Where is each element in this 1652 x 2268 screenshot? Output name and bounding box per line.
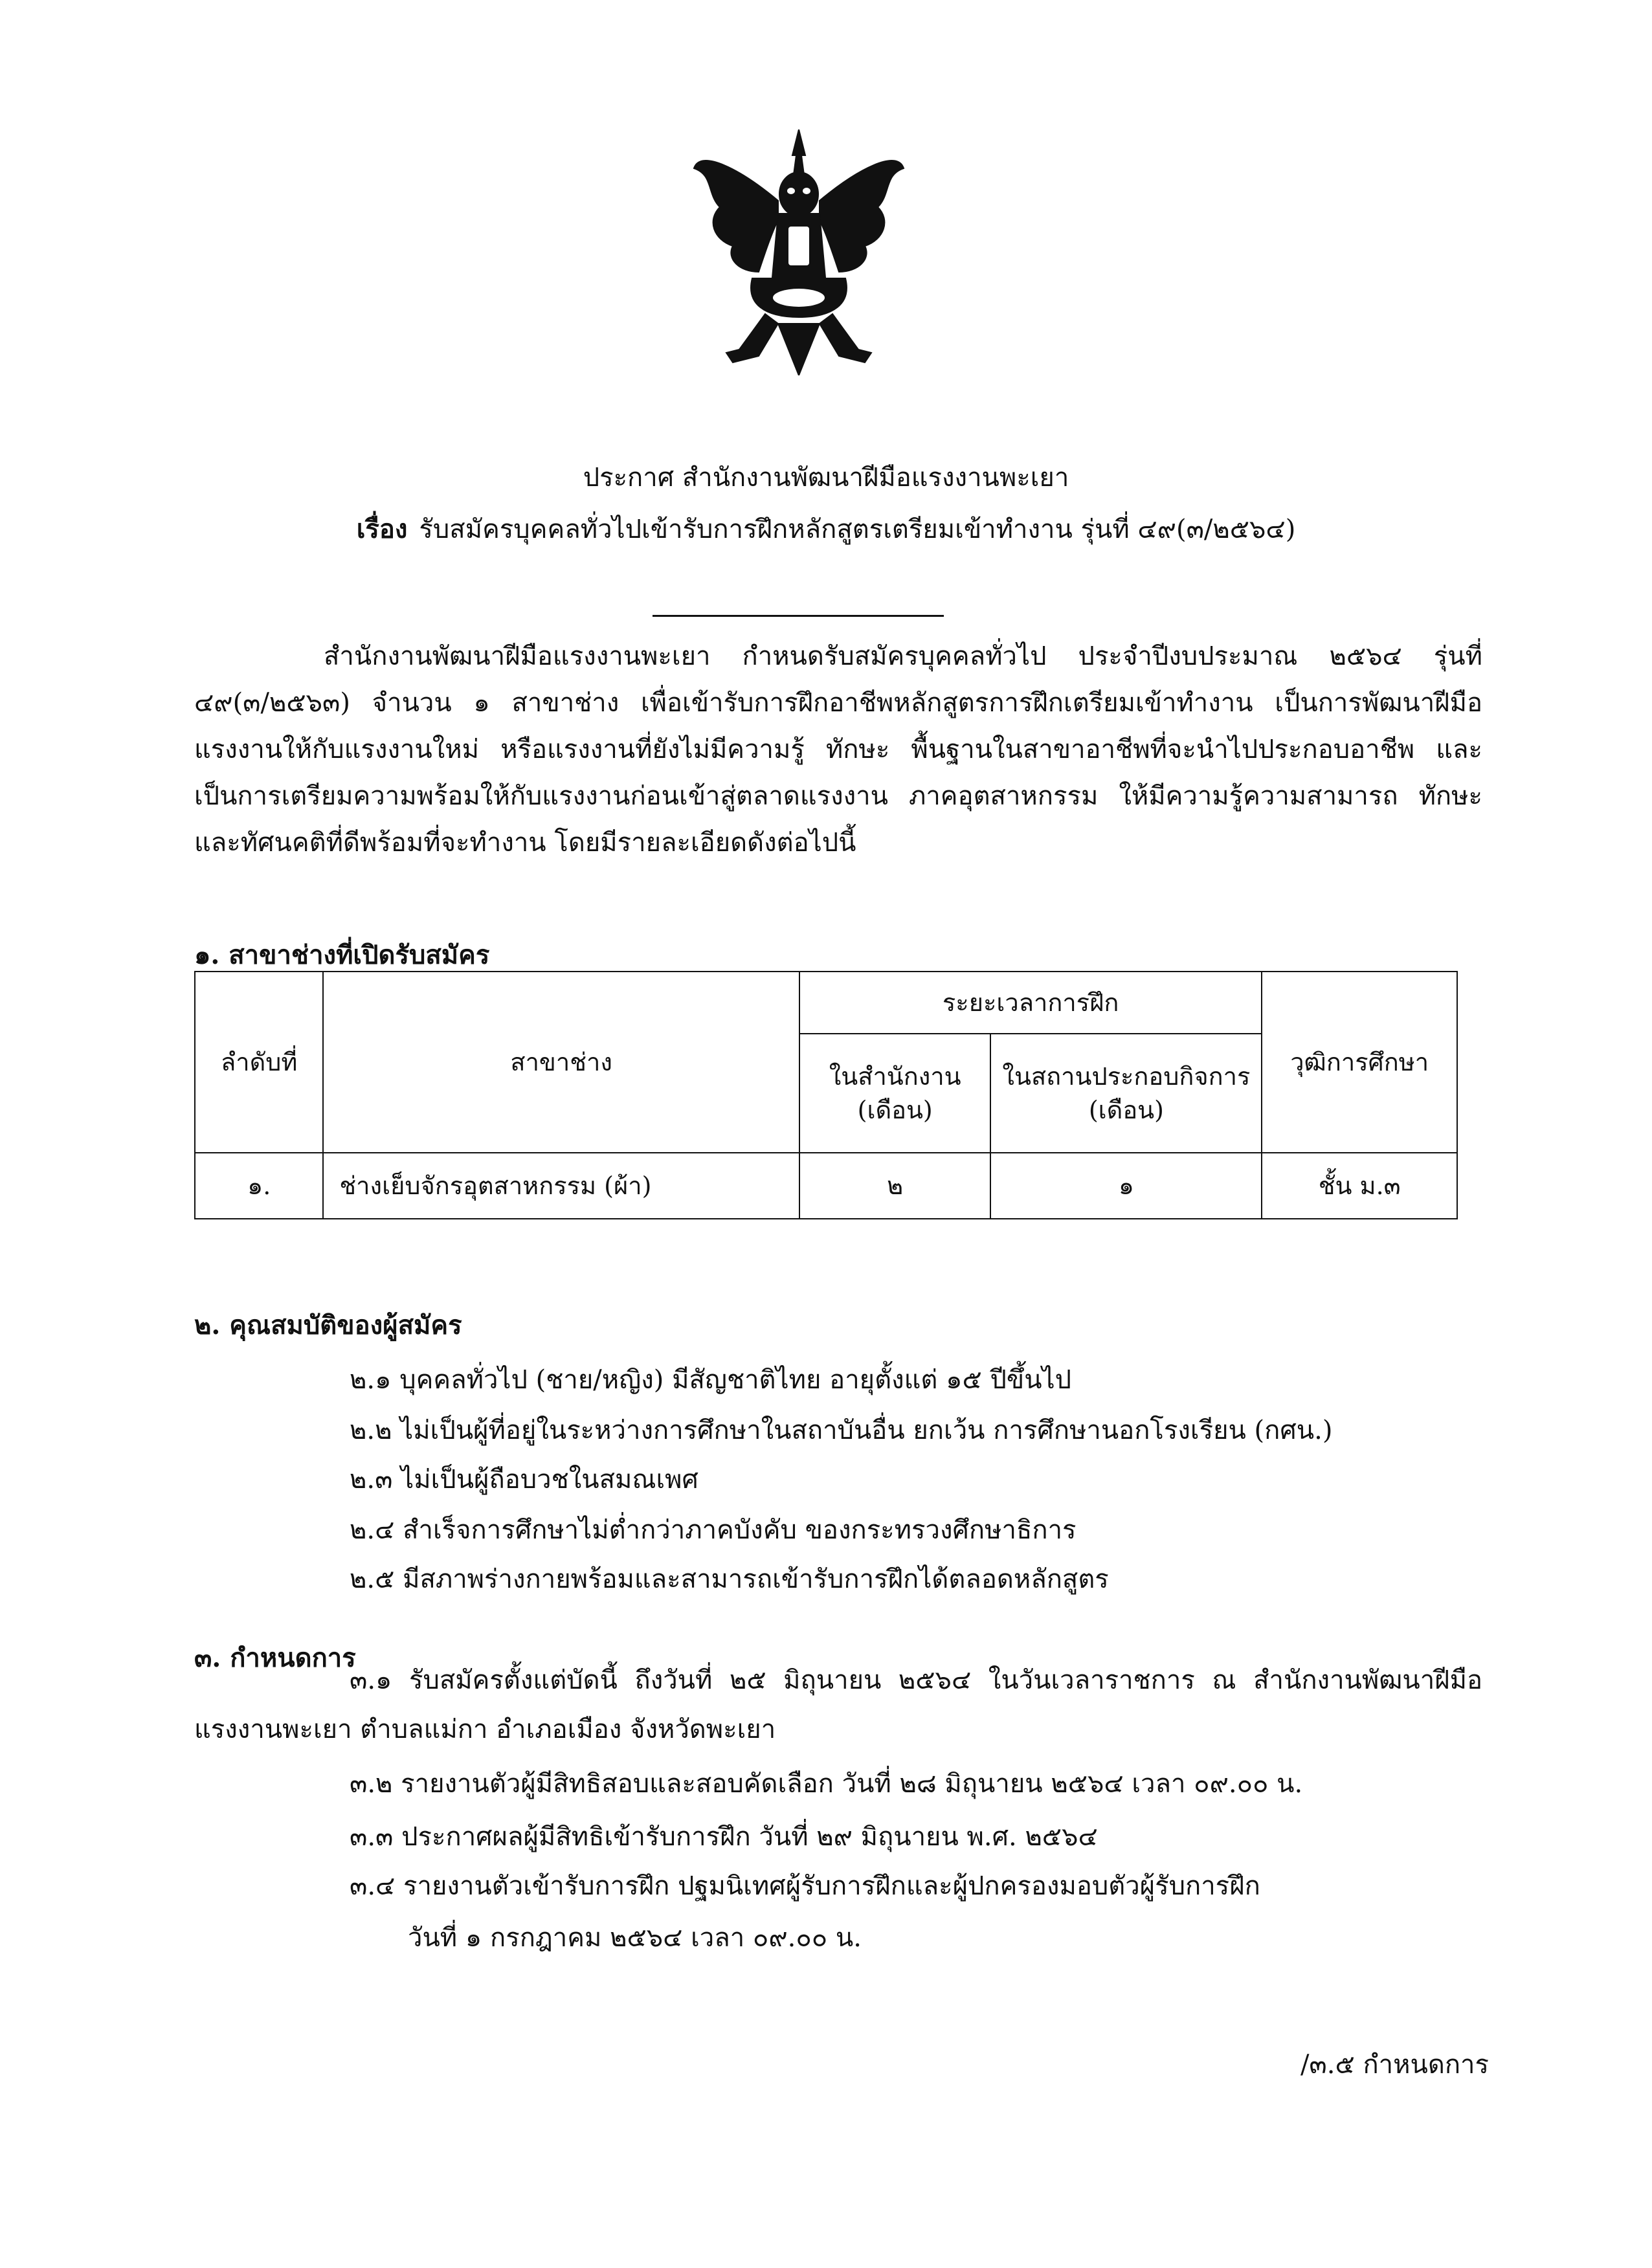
cell-office: ๒ <box>799 1153 991 1219</box>
section-1-heading: ๑. สาขาช่างที่เปิดรับสมัคร <box>194 940 490 970</box>
cell-education: ชั้น ม.๓ <box>1262 1153 1457 1219</box>
announcement-title: ประกาศ สำนักงานพัฒนาฝีมือแรงงานพะเยา <box>583 463 1069 493</box>
schedule-item-line: ๓.๔ รายงานตัวเข้ารับการฝึก ปฐมนิเทศผู้รับการฝึกและผู้ปกครองมอบตัวผู้รับการฝึก <box>350 1871 1260 1901</box>
qualification-item: ๒.๑ บุคคลทั่วไป (ชาย/หญิง) มีสัญชาติไทย อายุตั้งแต่ ๑๕ ปีขึ้นไป <box>350 1365 1072 1395</box>
col-header-office: ในสำนักงาน (เดือน) <box>799 1034 991 1153</box>
qualification-item: ๒.๒ ไม่เป็นผู้ที่อยู่ในระหว่างการศึกษาในสถาบันอื่น ยกเว้น การศึกษานอกโรงเรียน (กศน.) <box>350 1416 1333 1445</box>
branch-table <box>194 971 1458 1219</box>
col-header-company: ในสถานประกอบกิจการ (เดือน) <box>990 1034 1262 1153</box>
announcement-subject <box>0 511 1652 548</box>
section-3-heading: ๓. กำหนดการ <box>194 1643 356 1673</box>
intro-paragraph: สำนักงานพัฒนาฝีมือแรงงานพะเยา กำหนดรับสมัครบุคคลทั่วไป ประจำปีงบประมาณ ๒๕๖๔ รุ่นที่ ๔๙(๓/๒๕๖๓) จำนวน ๑ สาขาช่าง เพื่อเข้ารับการฝึกอาชีพหลักสูตรการฝึกเตรียมเข้าทำงาน เป็นการพัฒนาฝีมือแรงงานให้กับแรงงานใหม่ หรือแรงงานที่ยังไม่มีความรู้ ทักษะ พื้นฐานในสาขาอาชีพที่จะนำไปประกอบอาชีพ และเป็นการเตรียมความพร้อมให้กับแรงงานก่อนเข้าสู่ตลาดแรงงาน ภาคอุตสาหกรรม ให้มีความรู้ความสามารถ ทักษะและทัศนคติที่ดีพร้อมที่จะทำงาน โดยมีรายละเอียดดังต่อไปนี้ <box>194 641 1483 858</box>
col-header-duration: ระยะเวลาการฝึก <box>799 972 1262 1034</box>
subject-label: เรื่อง <box>356 514 408 544</box>
cell-no: ๑. <box>195 1153 323 1219</box>
subject-text: รับสมัครบุคคลทั่วไปเข้ารับการฝึกหลักสูตรเตรียมเข้าทำงาน รุ่นที่ ๔๙(๓/๒๕๖๔) <box>419 515 1296 544</box>
qualification-item: ๒.๕ มีสภาพร่างกายพร้อมและสามารถเข้ารับการฝึกได้ตลอดหลักสูตร <box>350 1564 1109 1594</box>
qualification-item: ๒.๔ สำเร็จการศึกษาไม่ต่ำกว่าภาคบังคับ ของกระทรวงศึกษาธิการ <box>350 1515 1077 1545</box>
table-row <box>195 1153 1457 1219</box>
schedule-item <box>350 1860 1482 1964</box>
qualification-item: ๒.๓ ไม่เป็นผู้ถือบวชในสมณเพศ <box>350 1465 698 1495</box>
schedule-item: ๓.๒ รายงานตัวผู้มีสิทธิสอบและสอบคัดเลือก วันที่ ๒๘ มิถุนายน ๒๕๖๔ เวลา ๐๙.๐๐ น. <box>350 1769 1303 1799</box>
schedule-item-line: วันที่ ๑ กรกฎาคม ๒๕๖๔ เวลา ๐๙.๐๐ น. <box>408 1923 862 1953</box>
section-2-heading: ๒. คุณสมบัติของผู้สมัคร <box>194 1310 462 1340</box>
col-header-no: ลำดับที่ <box>195 972 323 1153</box>
schedule-item: ๓.๑ รับสมัครตั้งแต่บัดนี้ ถึงวันที่ ๒๕ มิถุนายน ๒๕๖๔ ในวันเวลาราชการ ณ สำนักงานพัฒนาฝีมือแรงงานพะเยา ตำบลแม่กา อำเภอเมือง จังหวัดพะเยา <box>194 1665 1482 1744</box>
cell-branch: ช่างเย็บจักรอุตสาหกรรม (ผ้า) <box>323 1153 799 1219</box>
header-divider <box>653 615 944 617</box>
col-header-branch: สาขาช่าง <box>323 972 799 1153</box>
cell-company: ๑ <box>990 1153 1262 1219</box>
schedule-item: ๓.๓ ประกาศผลผู้มีสิทธิเข้ารับการฝึก วันที่ ๒๙ มิถุนายน พ.ศ. ๒๕๖๔ <box>350 1822 1098 1852</box>
col-header-education: วุฒิการศึกษา <box>1262 972 1457 1153</box>
garuda-emblem <box>687 129 910 375</box>
continuation-note: /๓.๕ กำหนดการ <box>1300 2050 1489 2080</box>
